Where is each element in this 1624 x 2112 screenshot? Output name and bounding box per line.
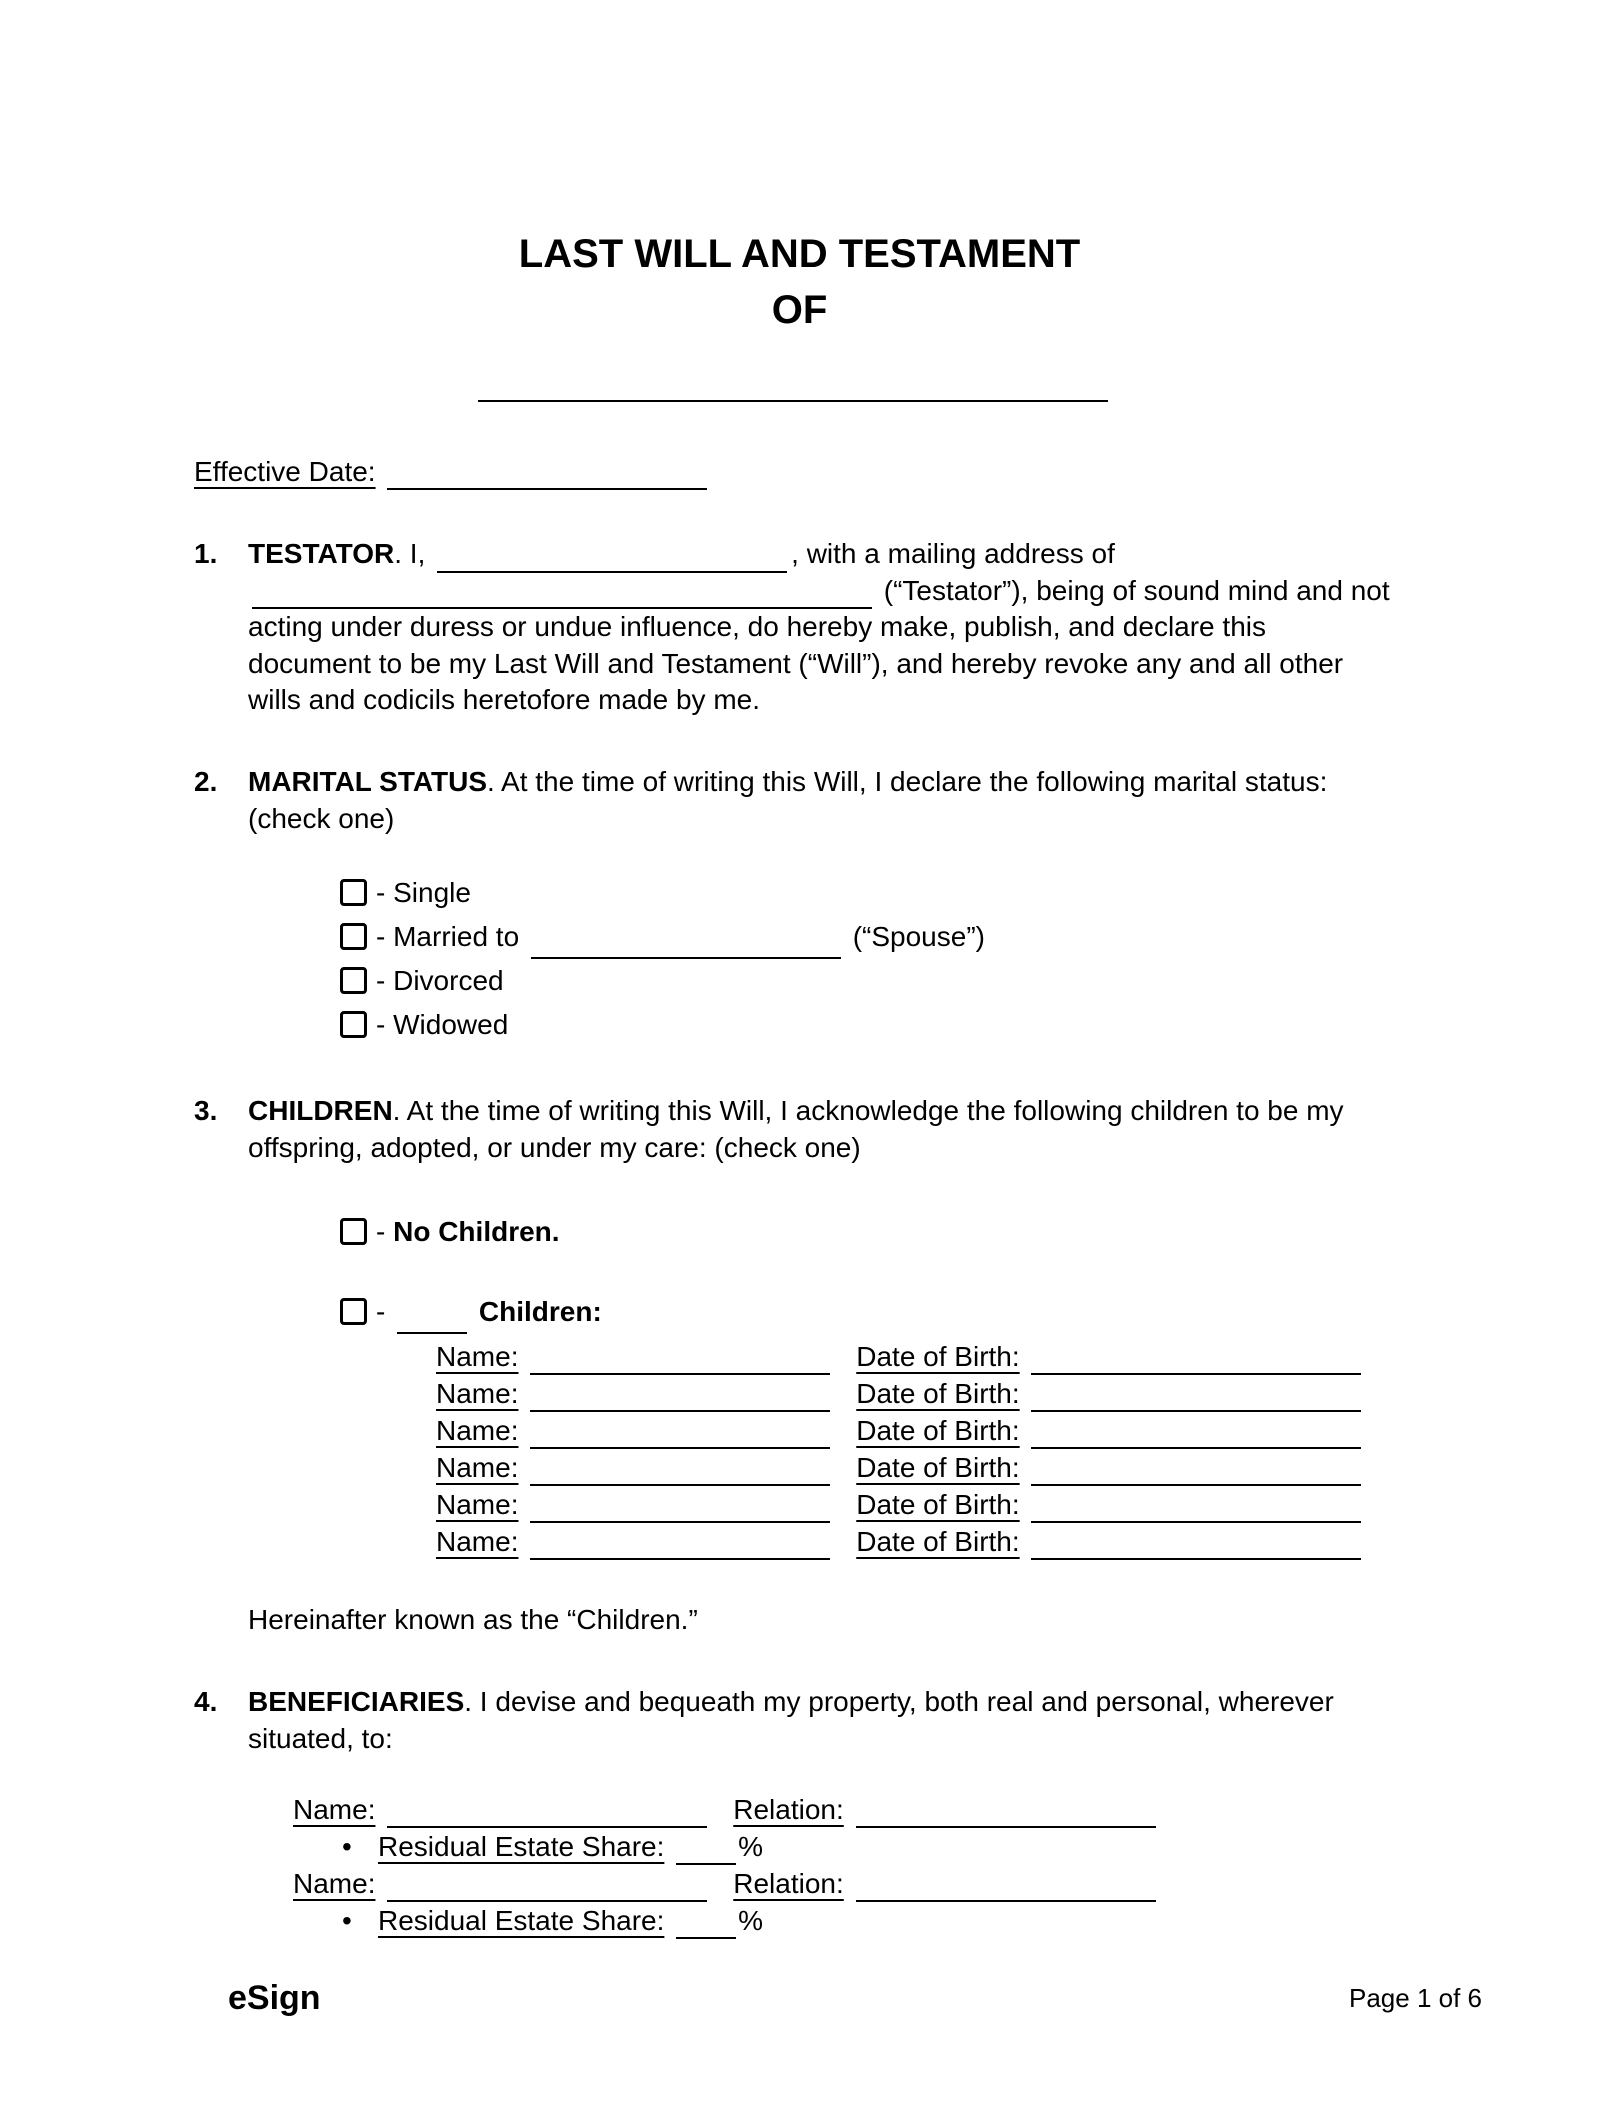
residual-share-row xyxy=(342,1902,1391,1939)
document-title xyxy=(208,226,1391,338)
checkbox-married[interactable] xyxy=(340,923,367,950)
children-hereinafter: Hereinafter known as the “Children.” xyxy=(248,1603,698,1635)
child-dob-label: Date of Birth: xyxy=(856,1414,1020,1446)
option-widowed xyxy=(340,1003,1391,1047)
residual-share-blank[interactable] xyxy=(676,1833,736,1865)
title-line-1: LAST WILL AND TESTAMENT xyxy=(518,232,1081,276)
effective-date-label: Effective Date: xyxy=(194,456,376,487)
title-line-2: OF xyxy=(771,288,828,332)
no-children-label: No Children. xyxy=(393,1215,560,1247)
section-number: 2. xyxy=(194,766,218,798)
beneficiary-relation-blank[interactable] xyxy=(856,1870,1156,1902)
effective-date-row xyxy=(194,454,1391,490)
beneficiary-relation-blank[interactable] xyxy=(856,1796,1156,1828)
child-dob-label: Date of Birth: xyxy=(856,1340,1020,1372)
residual-share-blank[interactable] xyxy=(676,1907,736,1939)
child-row xyxy=(436,1338,1391,1375)
beneficiary-list xyxy=(293,1791,1391,1939)
section-beneficiaries xyxy=(194,1684,1391,1939)
option-divorced-label: - Divorced xyxy=(376,965,504,997)
option-single-label: - Single xyxy=(376,877,471,909)
child-name-label: Name: xyxy=(436,1340,519,1372)
marital-intro xyxy=(248,764,1391,837)
child-dob-blank[interactable] xyxy=(1031,1343,1361,1375)
children-intro xyxy=(248,1093,1391,1166)
option-single xyxy=(340,871,1391,915)
marital-heading: MARITAL STATUS xyxy=(248,766,488,798)
child-dob-blank[interactable] xyxy=(1031,1528,1361,1560)
section-number: 1. xyxy=(194,538,218,570)
beneficiaries-heading: BENEFICIARIES xyxy=(248,1686,465,1718)
child-dob-label: Date of Birth: xyxy=(856,1525,1020,1557)
beneficiary-name-label: Name: xyxy=(293,1794,376,1826)
child-row xyxy=(436,1375,1391,1412)
section-testator xyxy=(194,536,1391,718)
testator-heading: TESTATOR xyxy=(248,538,395,570)
option-has-children xyxy=(340,1290,1391,1334)
child-name-label: Name: xyxy=(436,1377,519,1409)
option-widowed-label: - Widowed xyxy=(376,1009,509,1041)
mailing-address-blank[interactable] xyxy=(252,577,872,609)
testator-name-row xyxy=(194,366,1391,406)
children-count-blank[interactable] xyxy=(397,1302,467,1334)
bullet-icon: • xyxy=(342,1905,352,1937)
beneficiaries-intro xyxy=(248,1684,1391,1757)
marital-options xyxy=(340,871,1391,1047)
no-children-dash: - xyxy=(376,1215,394,1247)
child-name-blank[interactable] xyxy=(530,1528,830,1560)
child-dob-label: Date of Birth: xyxy=(856,1451,1020,1483)
child-row xyxy=(436,1412,1391,1449)
child-dob-blank[interactable] xyxy=(1031,1380,1361,1412)
option-no-children xyxy=(340,1210,1391,1254)
children-table xyxy=(436,1338,1391,1560)
child-dob-blank[interactable] xyxy=(1031,1417,1361,1449)
child-name-blank[interactable] xyxy=(530,1343,830,1375)
child-dob-label: Date of Birth: xyxy=(856,1377,1020,1409)
section-body xyxy=(248,1684,1391,1939)
child-name-label: Name: xyxy=(436,1414,519,1446)
checkbox-no-children[interactable] xyxy=(340,1218,367,1245)
option-married xyxy=(340,915,1391,959)
testator-full-name-blank[interactable] xyxy=(437,541,787,573)
checkbox-single[interactable] xyxy=(340,879,367,906)
spouse-name-blank[interactable] xyxy=(531,927,841,959)
percent-sign: % xyxy=(738,1831,764,1863)
beneficiaries-intro-text: . I devise and bequeath my property, both real and personal, wherever situated, to: xyxy=(248,1686,1334,1754)
child-row xyxy=(436,1523,1391,1560)
child-dob-blank[interactable] xyxy=(1031,1491,1361,1523)
section-body xyxy=(248,764,1391,1047)
residual-share-row xyxy=(342,1828,1391,1865)
beneficiary-relation-label: Relation: xyxy=(733,1868,844,1900)
residual-share-label: Residual Estate Share: xyxy=(378,1905,665,1937)
section-number: 3. xyxy=(194,1095,218,1127)
page-number: Page 1 of 6 xyxy=(1349,1983,1482,2014)
beneficiary-row xyxy=(293,1865,1391,1902)
option-married-suffix: (“Spouse”) xyxy=(844,921,985,953)
bullet-icon: • xyxy=(342,1831,352,1863)
checkbox-divorced[interactable] xyxy=(340,967,367,994)
testator-name-blank[interactable] xyxy=(478,370,1108,402)
child-name-blank[interactable] xyxy=(530,1417,830,1449)
section-body xyxy=(248,536,1391,718)
child-row xyxy=(436,1449,1391,1486)
child-row xyxy=(436,1486,1391,1523)
testator-text-2: , with a mailing address of xyxy=(791,538,1115,570)
marital-intro-text: . At the time of writing this Will, I declare the following marital status: (check one) xyxy=(248,766,1328,834)
percent-sign: % xyxy=(738,1905,764,1937)
effective-date-blank[interactable] xyxy=(387,458,707,490)
child-dob-blank[interactable] xyxy=(1031,1454,1361,1486)
child-name-blank[interactable] xyxy=(530,1491,830,1523)
esign-logo: eSign xyxy=(228,1978,321,2017)
child-name-blank[interactable] xyxy=(530,1454,830,1486)
child-name-blank[interactable] xyxy=(530,1380,830,1412)
has-children-dash: - xyxy=(376,1295,394,1327)
child-name-label: Name: xyxy=(436,1525,519,1557)
section-children xyxy=(194,1093,1391,1638)
child-name-label: Name: xyxy=(436,1488,519,1520)
section-marital-status xyxy=(194,764,1391,1047)
testator-text-3: (“Testator”), being of sound mind and not acting under duress or undue influence, do hereby make, publish, and declare this document to be my Last Will and Testament (“Will”), and hereby revoke any and all other wills and codicils heretofore made by me. xyxy=(248,574,1390,715)
beneficiary-row xyxy=(293,1791,1391,1828)
section-number: 4. xyxy=(194,1686,218,1718)
children-heading: CHILDREN xyxy=(248,1095,393,1127)
checkbox-widowed[interactable] xyxy=(340,1011,367,1038)
child-dob-label: Date of Birth: xyxy=(856,1488,1020,1520)
option-married-label: - Married to xyxy=(376,921,527,953)
children-intro-text: . At the time of writing this Will, I acknowledge the following children to be my offspring, adopted, or under my care: (check one) xyxy=(248,1095,1344,1163)
beneficiary-name-blank[interactable] xyxy=(387,1796,707,1828)
has-children-label: Children: xyxy=(478,1295,602,1327)
checkbox-has-children[interactable] xyxy=(340,1298,367,1325)
child-name-label: Name: xyxy=(436,1451,519,1483)
beneficiary-name-label: Name: xyxy=(293,1868,376,1900)
residual-share-label: Residual Estate Share: xyxy=(378,1831,665,1863)
beneficiary-relation-label: Relation: xyxy=(733,1794,844,1826)
beneficiary-name-blank[interactable] xyxy=(387,1870,707,1902)
section-body xyxy=(248,1093,1391,1638)
option-divorced xyxy=(340,959,1391,1003)
testator-text-1: . I, xyxy=(394,538,434,570)
